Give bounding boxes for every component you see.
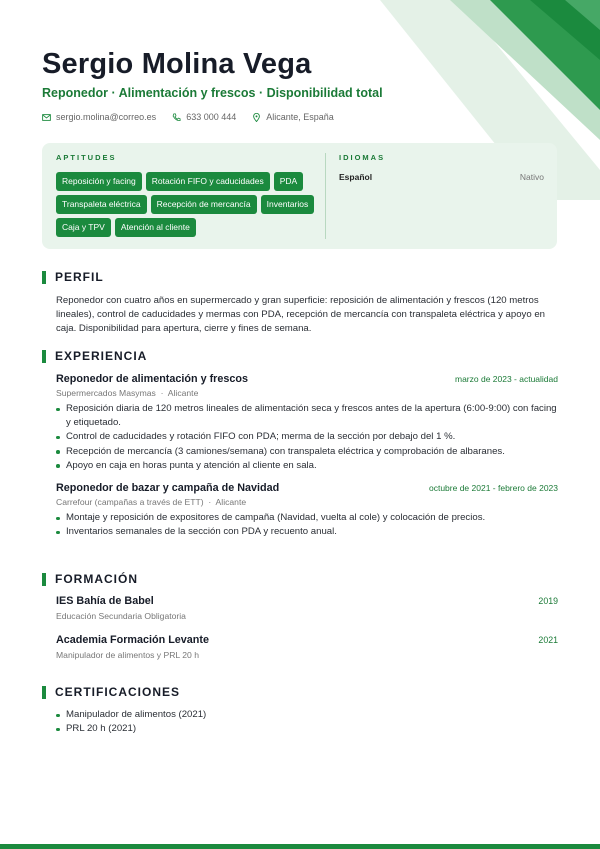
contact-line [42, 112, 560, 122]
job-date: octubre de 2021 - febrero de 2023 [428, 483, 558, 494]
skill-chip: Recepción de mercancía [151, 195, 257, 214]
skills-column [56, 153, 318, 237]
skill-chip: Reposición y facing [56, 172, 142, 191]
separator-dot: · [205, 497, 214, 508]
job-location: Alicante [215, 497, 247, 508]
job-date: marzo de 2023 - actualidad [454, 374, 558, 384]
education-header [56, 595, 558, 607]
footer-accent-bar [0, 844, 600, 849]
section-marker [42, 686, 46, 699]
candidate-name: Sergio Molina Vega [42, 48, 312, 80]
job-bullet: Montaje y reposición de expositores de campaña (Navidad, vuelta al cole) y colocación de precios. [56, 511, 558, 525]
job-bullet: Inventarios semanales de la sección con PDA y recuento anual. [56, 525, 558, 539]
certifications-list [42, 708, 558, 736]
education-detail: Manipulador de alimentos y PRL 20 h [56, 650, 199, 660]
skill-chip: Transpaleta eléctrica [56, 195, 147, 214]
job-location: Alicante [167, 388, 199, 398]
candidate-headline: Reponedor · Alimentación y frescos · Disponibilidad total [42, 86, 383, 100]
education-entry [42, 634, 558, 660]
education-heading [42, 572, 558, 586]
section-marker [42, 350, 46, 363]
skill-chip: Inventarios [261, 195, 315, 214]
job-header [56, 482, 558, 494]
contact-email[interactable] [42, 112, 156, 122]
job-company: Carrefour (campañas a través de ETT) [56, 497, 204, 508]
job-bullet: Reposición diaria de 120 metros lineales de alimentación seca y frescos antes de la apertura (6:00-9:00) con facing y etiquetado. [56, 402, 558, 430]
experience-section [42, 349, 558, 539]
languages-column [339, 153, 544, 182]
languages-heading: IDIOMAS [339, 153, 386, 162]
skills-divider [325, 153, 326, 239]
language-level: Nativo [519, 172, 544, 182]
skill-chip: Atención al cliente [115, 218, 196, 237]
profile-summary: Reponedor con cuatro años en supermercado y gran superficie: reposición de alimentación y frescos (120 metros lineales), control de caducidades y mermas con PDA, recepción de mercancía con transpaleta eléctrica y apoyo en caja. Disponibilidad para apertura, cierre y fines de semana. [56, 295, 546, 334]
skills-chips [56, 172, 318, 237]
profile-heading-text: PERFIL [55, 270, 104, 284]
profile-section [42, 270, 558, 336]
certifications-heading-text: CERTIFICACIONES [55, 685, 181, 699]
job-bullets [56, 511, 558, 539]
resume-header [42, 46, 560, 122]
education-section [42, 572, 558, 660]
pin-icon [252, 113, 261, 122]
job-bullet: Control de caducidades y rotación FIFO con PDA; merma de la sección por debajo del 1 %. [56, 430, 558, 444]
certification-item: Manipulador de alimentos (2021) [56, 708, 558, 722]
education-year: 2021 [538, 635, 558, 645]
language-row [339, 172, 544, 182]
education-header [56, 634, 558, 646]
profile-heading [42, 270, 558, 284]
location-text: Alicante, España [266, 112, 334, 122]
education-title: IES Bahía de Babel [56, 595, 154, 607]
language-name: Español [339, 172, 373, 182]
job-header [56, 373, 558, 385]
skill-chip: Rotación FIFO y caducidades [146, 172, 270, 191]
mail-icon [42, 113, 51, 122]
job-company: Supermercados Masymas [56, 388, 156, 398]
skill-chip: PDA [274, 172, 303, 191]
job-title: Reponedor de alimentación y frescos [56, 373, 248, 385]
email-text: sergio.molina@correo.es [56, 112, 157, 122]
certifications-section [42, 685, 558, 736]
separator-dot: · [158, 388, 166, 398]
education-heading-text: FORMACIÓN [55, 572, 138, 586]
job-company-line [56, 497, 558, 507]
skill-chip: Caja y TPV [56, 218, 111, 237]
education-year: 2019 [538, 596, 558, 606]
job-bullets [56, 402, 558, 473]
experience-heading [42, 349, 558, 363]
contact-location [252, 112, 334, 122]
education-entry [42, 595, 558, 621]
job-entry [42, 482, 558, 539]
job-bullet: Apoyo en caja en horas punta y atención al cliente en sala. [56, 459, 558, 473]
section-marker [42, 271, 46, 284]
education-detail: Educación Secundaria Obligatoria [56, 611, 186, 621]
job-entry [42, 373, 558, 473]
phone-text: 633 000 444 [186, 112, 237, 122]
experience-heading-text: EXPERIENCIA [55, 349, 148, 363]
section-marker [42, 573, 46, 586]
job-title: Reponedor de bazar y campaña de Navidad [56, 482, 280, 495]
contact-phone[interactable] [172, 112, 236, 122]
job-bullet: Recepción de mercancía (3 camiones/semana) con transpaleta eléctrica y comprobación de albaranes. [56, 445, 558, 459]
certification-item: PRL 20 h (2021) [56, 722, 558, 736]
education-title: Academia Formación Levante [56, 634, 210, 646]
skills-heading: APTITUDES [56, 153, 117, 162]
job-company-line [56, 388, 558, 398]
skills-panel [42, 143, 557, 249]
phone-icon [172, 113, 181, 122]
certifications-heading [42, 685, 558, 699]
